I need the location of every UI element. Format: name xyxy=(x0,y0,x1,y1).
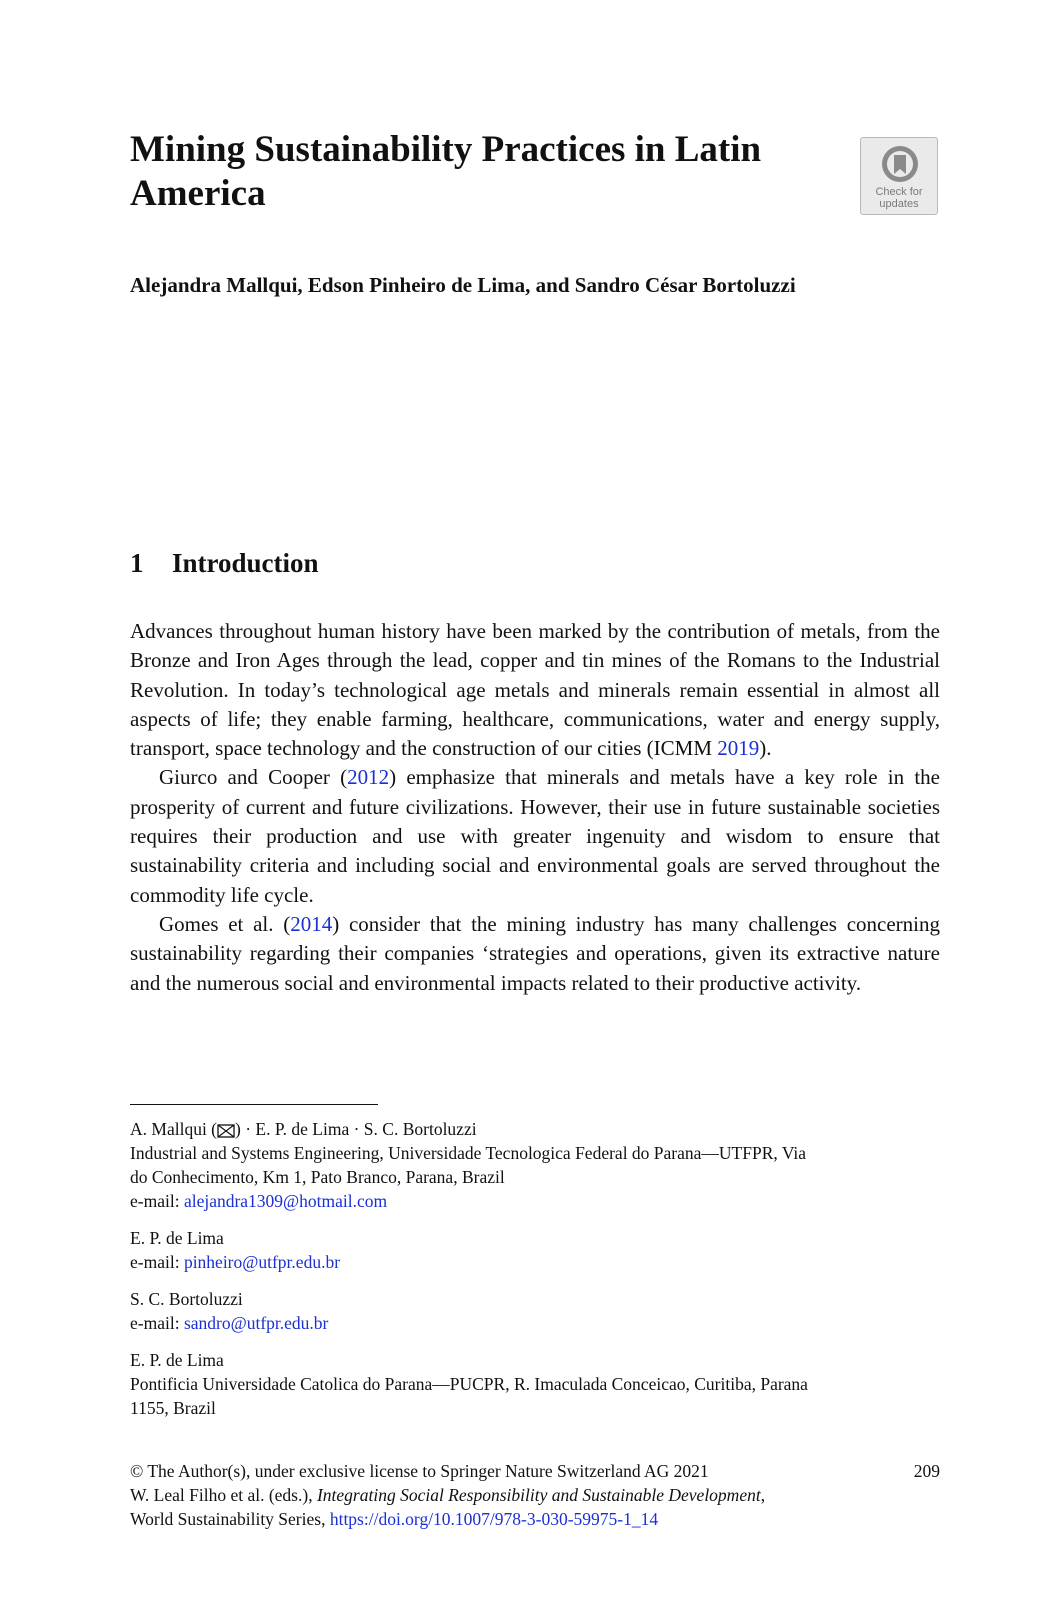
page-number: 209 xyxy=(913,1461,940,1481)
paragraph xyxy=(130,763,940,909)
affiliation-name: S. C. Bortoluzzi xyxy=(130,1289,243,1309)
check-for-updates-badge[interactable] xyxy=(860,137,938,215)
paragraph-text: Advances throughout human history have been marked by the contribution of metals, from the Bronze and Iron Ages through the lead, copper and tin mines of the Romans to the Industrial Revolution. In today’s technological age metals and minerals remain essential in almost all aspects of life; they enable farming, healthcare, communications, water and energy supply, transport, space technology and the construction of our cities (ICMM xyxy=(130,619,940,761)
body-text xyxy=(130,617,940,998)
email-link[interactable]: pinheiro@utfpr.edu.br xyxy=(183,1252,341,1272)
paragraph-text: Gomes et al. ( xyxy=(159,911,291,936)
section-title: Introduction xyxy=(172,548,319,578)
footnote-divider xyxy=(130,1104,378,1105)
citation-line xyxy=(130,1483,940,1507)
page-footer xyxy=(130,1459,940,1531)
email-line xyxy=(130,1189,940,1213)
paragraph-text: ) emphasize that minerals and metals have a key role in the prosperity of current and future civilizations. However, their use in future sustainable societies requires their production and use with greater ingenuity and wisdom to ensure that sustainability criteria and including social and environmental goals are served throughout the commodity life cycle. xyxy=(130,765,940,907)
section-number: 1 xyxy=(130,548,144,578)
affiliation-block xyxy=(130,1226,940,1274)
citation-link[interactable]: 2019 xyxy=(717,736,760,761)
email-line xyxy=(130,1311,940,1335)
editors-text: W. Leal Filho et al. (eds.), xyxy=(130,1485,317,1505)
paragraph-text: Giurco and Cooper ( xyxy=(159,765,348,790)
email-link[interactable]: sandro@utfpr.edu.br xyxy=(183,1313,329,1333)
affiliation-text: A. Mallqui ( xyxy=(130,1119,218,1139)
citation-link[interactable]: 2014 xyxy=(290,911,333,936)
author-list: Alejandra Mallqui, Edson Pinheiro de Lima, and Sandro César Bortoluzzi xyxy=(130,273,796,297)
affiliation-text: ) · E. P. de Lima · S. C. Bortoluzzi xyxy=(235,1119,477,1139)
email-line xyxy=(130,1250,940,1274)
punctuation: , xyxy=(760,1485,766,1505)
series-line xyxy=(130,1507,940,1531)
institution-line: Pontificia Universidade Catolica do Parana—PUCPR, R. Imaculada Conceicao, Curitiba, Parana xyxy=(130,1374,808,1394)
affiliation-name: E. P. de Lima xyxy=(130,1228,224,1248)
page xyxy=(130,0,940,1600)
section-heading xyxy=(130,546,319,580)
email-link[interactable]: alejandra1309@hotmail.com xyxy=(183,1191,388,1211)
affiliation-name: E. P. de Lima xyxy=(130,1350,224,1370)
chapter-title: Mining Sustainability Practices in Latin America xyxy=(130,129,762,214)
badge-label-line1: Check for xyxy=(875,186,923,198)
crossmark-bookmark-icon xyxy=(880,144,920,184)
institution-line: 1155, Brazil xyxy=(130,1398,216,1418)
institution-line: do Conhecimento, Km 1, Pato Branco, Parana, Brazil xyxy=(130,1167,505,1187)
email-label: e-mail: xyxy=(130,1313,184,1333)
series-text: World Sustainability Series, xyxy=(130,1509,330,1529)
affiliations xyxy=(130,1117,940,1433)
affiliation-names xyxy=(130,1117,940,1141)
institution-line: Industrial and Systems Engineering, Universidade Tecnologica Federal do Parana—UTFPR, Via xyxy=(130,1143,807,1163)
email-label: e-mail: xyxy=(130,1191,184,1211)
email-label: e-mail: xyxy=(130,1252,184,1272)
paragraph-text: ) consider that the mining industry has many challenges concerning sustainability regarding their companies ‘strategies and operations, given its extractive nature and the numerous social and environmental impacts related to their productive activity. xyxy=(130,911,941,995)
paragraph-text: ). xyxy=(759,736,772,761)
affiliation-block xyxy=(130,1287,940,1335)
badge-label-line2: updates xyxy=(879,198,919,210)
citation-link[interactable]: 2012 xyxy=(347,765,390,790)
envelope-icon xyxy=(217,1124,235,1138)
book-title: Integrating Social Responsibility and Sustainable Development xyxy=(316,1485,761,1505)
badge-label xyxy=(861,186,937,210)
doi-link[interactable]: https://doi.org/10.1007/978-3-030-59975-1_14 xyxy=(329,1509,659,1529)
affiliation-block xyxy=(130,1348,940,1420)
paragraph xyxy=(130,617,940,763)
paragraph xyxy=(130,910,940,998)
affiliation-block xyxy=(130,1117,940,1213)
copyright-line: © The Author(s), under exclusive license to Springer Nature Switzerland AG 2021 xyxy=(130,1461,709,1481)
